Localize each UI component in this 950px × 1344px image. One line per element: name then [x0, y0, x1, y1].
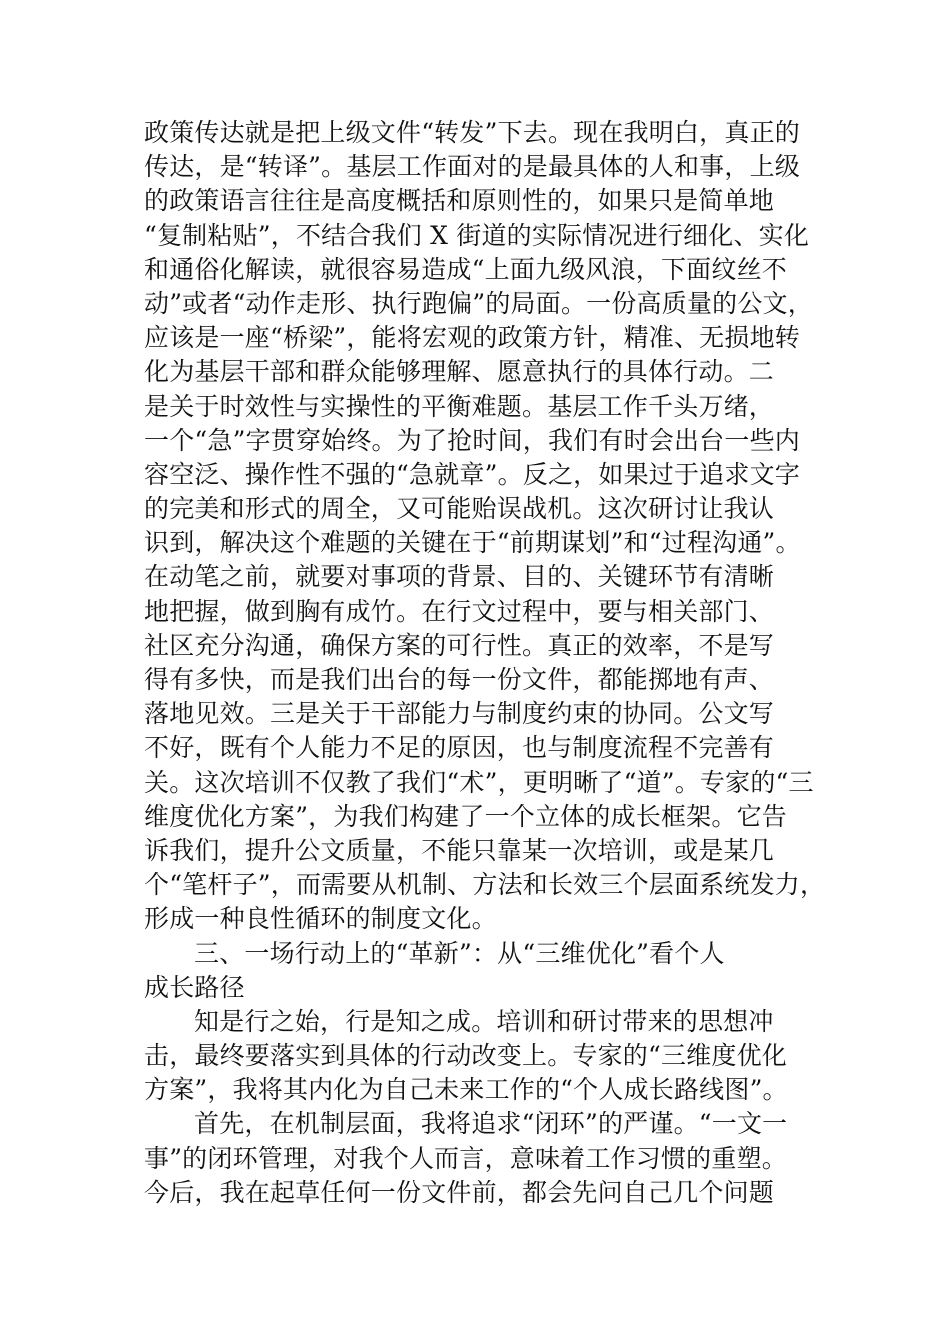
text-line: 得有多快，而是我们出台的每一份文件，都能掷地有声、: [144, 665, 775, 694]
text-line: 形成一种良性循环的制度文化。: [144, 904, 497, 934]
text-line: 的政策语言往往是高度概括和原则性的，如果只是简单地: [144, 186, 775, 216]
text-line: 社区充分沟通，确保方案的可行性。真正的效率，不是写: [144, 630, 775, 660]
text-line: 落地见效。三是关于干部能力与制度约束的协同。公文写: [144, 699, 775, 729]
paragraph-line: 方案”，我将其内化为自己未来工作的“个人成长路线图”。: [144, 1075, 788, 1105]
text-line: “复制粘贴”，不结合我们 X 街道的实际情况进行细化、实化: [144, 220, 810, 250]
section-heading: 三、一场行动上的“革新”：从“三维优化”看个人: [194, 938, 725, 968]
text-line: 的完美和形式的周全，又可能贻误战机。这次研讨让我认: [144, 494, 775, 524]
section-heading-continued: 成长路径: [144, 972, 245, 1002]
text-line: 是关于时效性与实操性的平衡难题。基层工作千头万绪，: [144, 391, 775, 421]
text-line: 个“笔杆子”，而需要从机制、方法和长效三个层面系统发力，: [144, 870, 826, 900]
text-line: 一个“急”字贯穿始终。为了抢时间，我们有时会出台一些内: [144, 425, 800, 455]
text-line: 传达，是“转译”。基层工作面对的是最具体的人和事，上级: [144, 152, 800, 182]
text-line: 应该是一座“桥梁”，能将宏观的政策方针，精准、无损地转: [144, 323, 800, 353]
text-line: 地把握，做到胸有成竹。在行文过程中，要与相关部门、: [144, 596, 775, 626]
text-line: 维度优化方案”，为我们构建了一个立体的成长框架。它告: [144, 801, 787, 831]
text-line: 容空泛、操作性不强的“急就章”。反之，如果过于追求文字: [144, 459, 800, 489]
text-line: 和通俗化解读，就很容易造成“上面九级风浪，下面纹丝不: [144, 254, 787, 284]
paragraph-line: 今后，我在起草任何一份文件前，都会先问自己几个问题: [144, 1177, 775, 1207]
text-line: 化为基层干部和群众能够理解、愿意执行的具体行动。二: [144, 357, 775, 387]
paragraph-line: 事”的闭环管理，对我个人而言，意味着工作习惯的重塑。: [144, 1143, 787, 1173]
paragraph-line: 首先，在机制层面，我将追求“闭环”的严谨。“一文一: [194, 1109, 788, 1139]
text-line: 关。这次培训不仅教了我们“术”，更明晰了“道”。专家的“三: [144, 767, 814, 797]
text-line: 诉我们，提升公文质量，不能只靠某一次培训，或是某几: [144, 835, 775, 865]
paragraph-line: 知是行之始，行是知之成。培训和研讨带来的思想冲: [194, 1006, 774, 1036]
text-line: 不好，既有个人能力不足的原因，也与制度流程不完善有: [144, 733, 775, 763]
paragraph-line: 击，最终要落实到具体的行动改变上。专家的“三维度优化: [144, 1041, 787, 1071]
text-line: 识到，解决这个难题的关键在于“前期谋划”和“过程沟通”。: [144, 528, 801, 558]
text-line: 政策传达就是把上级文件“转发”下去。现在我明白，真正的: [144, 118, 800, 147]
document-body: [144, 116, 834, 1210]
text-line: 动”或者“动作走形、执行跑偏”的局面。一份高质量的公文，: [144, 288, 813, 318]
text-line: 在动笔之前，就要对事项的背景、目的、关键环节有清晰: [144, 562, 775, 592]
